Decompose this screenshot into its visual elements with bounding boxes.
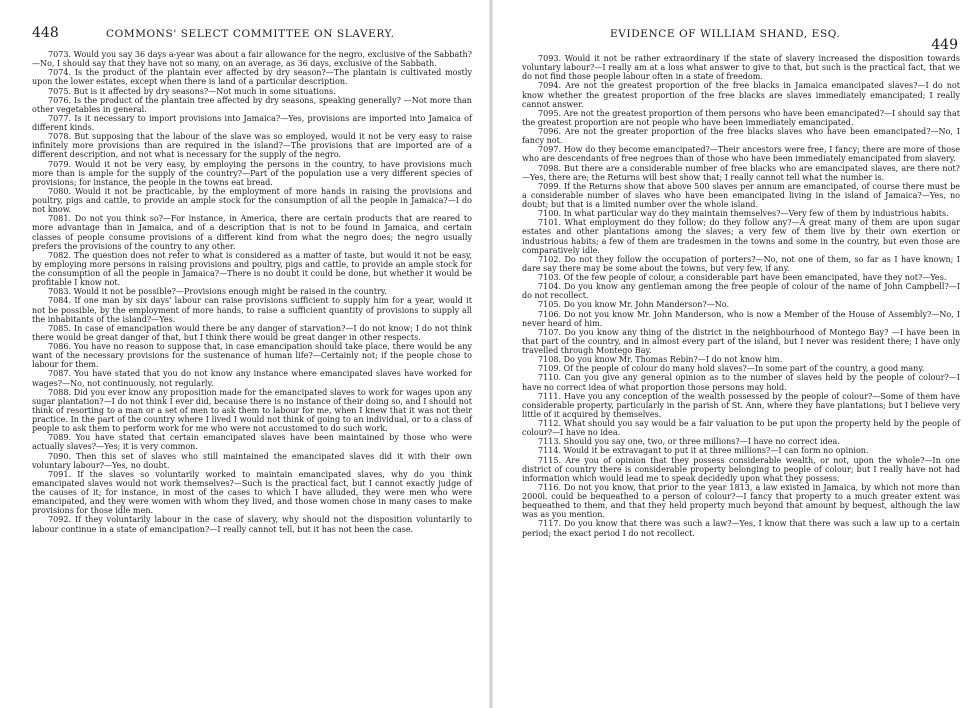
- left-running-head: COMMONS' SELECT COMMITTEE ON SLAVERY.: [106, 28, 395, 40]
- question-7082: 7082. The question does not refer to what is considered as a matter of taste, but would it not be easy, by employing more persons in raising provisions and poultry, pigs and cattle, to provide an ample stock for the consumption of all the people in Jamaica?—There is no doubt it could be done, but whether it would be profitable I know not.: [32, 250, 472, 288]
- question-7075: 7075. But is it affected by dry seasons?—Not much in some situations.: [48, 86, 336, 96]
- right-page-number: 449: [931, 37, 958, 53]
- right-page-body: [522, 54, 960, 538]
- question-7090: 7090. Then this set of slaves who still maintained the emancipated slaves did it with their own voluntary labour?—Yes, no doubt.: [32, 451, 472, 470]
- question-7086: 7086. You have no reason to suppose that, in case emancipation should take place, there would be any want of the necessary provisions for the sustenance of human life?—Certainly not; if the people chose to labour for them.: [32, 342, 472, 370]
- book-gutter: [489, 0, 493, 708]
- question-7106: 7106. Do not you know Mr. John Manderson, who is now a Member of the House of Assembly?—No, I never heard of him.: [522, 309, 960, 328]
- question-7077: 7077. Is it necessary to import provisions into Jamaica?—Yes, provisions are imported into Jamaica of different kinds.: [32, 113, 472, 132]
- question-7092: 7092. If they voluntarily labour in the case of slavery, why should not the disposition voluntarily to labour continue in a state of emancipation?—I really cannot tell, but it has not been the case.: [32, 515, 472, 534]
- question-7089: 7089. You have stated that certain emancipated slaves have been maintained by those who were actually slaves?—Yes; it is very common.: [32, 433, 472, 452]
- question-7103: 7103. Of the few people of colour, a considerable part have been emancipated, have they not?—Yes.: [538, 273, 947, 282]
- question-7111: 7111. Have you any conception of the wealth possessed by the people of colour?—Some of them have considerable property, particularly in the parish of St. Ann, where they have plantations; but I believe very little of it acquired by themselves.: [522, 391, 960, 419]
- question-7102: 7102. Do not they follow the occupation of porters?—No, not one of them, so far as I have known; I dare say there may be some about the towns, but very few, if any.: [522, 254, 960, 273]
- question-7114: 7114. Would it be extravagant to put it at three millions?—I can form no opinion.: [538, 446, 869, 456]
- question-7079: 7079. Would it not be very easy, by employing the persons in the country, to have provisions much more than is ample for the supply of the country?—Part of the population use a very different species of provisions; for instance, the people in the towns eat bread.: [32, 159, 472, 187]
- question-7088: 7088. Did you ever know any proposition made for the emancipated slaves to work for wages upon any sugar plantation?—I do not think I ever did, because there is no instance of their doing so, and I should not think of resorting to a man or a set of men to ask them to labour for me, when I knew that it was not their practice. In the part of the country where I lived I would not think of going to an individual, or to a class of people to ask them to perform work for me who were not accustomed to do such work.: [32, 387, 472, 434]
- right-page: [494, 0, 980, 708]
- question-7078: 7078. But supposing that the labour of the slave was so employed, would it not be very easy to raise infinitely more provisions than are required in the island?—The provisions that are imported are of a different description, and not what is necessary for the supply of the negro.: [32, 132, 472, 160]
- question-7085: 7085. In case of emancipation would there be any danger of starvation?—I do not know; I do not think there would be great danger of that, but I think there would be great danger in other respects.: [32, 323, 472, 342]
- question-7108: 7108. Do you know Mr. Thomas Rebin?—I do not know him.: [538, 355, 783, 365]
- question-7081: 7081. Do not you think so?—For instance, in America, there are certain products that are reared to more advantage than in Jamaica, and of a description that is not to be found in Jamaica, and certain classes of people consume provisions of a different kind from what the negro does; the negro usually prefers the provisions of the country to any other.: [32, 214, 472, 251]
- right-running-head: EVIDENCE OF WILLIAM SHAND, ESQ.: [610, 28, 841, 40]
- left-page-header: [32, 25, 464, 44]
- question-7115: 7115. Are you of opinion that they possess considerable wealth, or not, upon the whole?—In one district of country there is considerable property belonging to people of colour; but I really have not had information which would lead me to speak decidedly upon what they possess.: [522, 455, 960, 483]
- question-7109: 7109. Of the people of colour do many hold slaves?—In some part of the country, a good many.: [538, 364, 925, 374]
- question-7083: 7083. Would it not be possible?—Provisions enough might be raised in the country.: [48, 287, 387, 297]
- question-7113: 7113. Should you say one, two, or three millions?—I have no correct idea.: [538, 437, 840, 447]
- question-7116: 7116. Do not you know, that prior to the year 1813, a law existed in Jamaica, by which not more than 2000l. could be bequeathed to a person of colour?—I fancy that property to a much greater extent was bequeathed to them, and that they held property much beyond that amount by bequest, although the law was as you mention.: [522, 482, 960, 520]
- question-7087: 7087. You have stated that you do not know any instance where emancipated slaves have worked for wages?—No, not continuously, not regularly.: [32, 369, 472, 388]
- question-7076: 7076. Is the product of the plantain tree affected by dry seasons, speaking generally? —Not more than other vegetables in general.: [32, 95, 472, 114]
- question-7101: 7101. What employment do they follow; do they follow any?—A great many of them are upon sugar estates and other plantations among the slaves; a very few of them live by their own exertion or industrious habits; a few of them are tradesmen in the towns and some in the country, but even those are comparatively idle.: [522, 218, 960, 255]
- left-page-body: [32, 50, 472, 534]
- question-7117: 7117. Do you know that there was such a law?—Yes, I know that there was such a law up to a certain period; the exact period I do not recollect.: [522, 519, 960, 538]
- question-7097: 7097. How do they become emancipated?—Their ancestors were free, I fancy; there are more of those who are descendants of free negroes than of those who have been immediately emancipated from slavery.: [522, 145, 960, 164]
- question-7107: 7107. Do you know any thing of the district in the neighbourhood of Montego Bay? —I have been in that part of the country, and in almost every part of the island, but I never was resident there; I have only travelled through Montego Bay.: [522, 327, 960, 355]
- question-7091: 7091. If the slaves so voluntarily worked to maintain emancipated slaves, why do you think emancipated slaves would not work themselves?—Such is the practical fact, but I cannot exactly judge of the causes of it; for instance, in most of the cases to which I have alluded, they were men who were emancipated, and they were women with whom they lived, and those women chose in many cases to make provisions for those idle men.: [32, 469, 472, 516]
- question-7110: 7110. Can you give any general opinion as to the number of slaves held by the people of colour?—I have no correct idea of what proportion those persons may hold.: [522, 373, 960, 392]
- question-7104: 7104. Do you know any gentleman among the free people of colour of the name of John Campbell?—I do not recollect.: [522, 282, 960, 301]
- right-page-header: [522, 28, 958, 53]
- question-7074: 7074. Is the product of the plantain ever affected by dry season?—The plantain is cultivated mostly upon the lower estates, except when there is land of a particular description.: [32, 68, 472, 87]
- question-7112: 7112. What should you say would be a fair valuation to be put upon the property held by the people of colour?—I have no idea.: [522, 419, 960, 438]
- question-7080: 7080. Would it not be practicable, by the employment of more hands in raising the provisions and poultry, pigs and cattle, to provide an ample stock for the consumption of all the people in Jamaica?—I do not know.: [32, 186, 472, 215]
- question-7100: 7100. In what particular way do they maintain themselves?—Very few of them by industrious habits.: [538, 209, 949, 219]
- question-7093: 7093. Would it not be rather extraordinary if the state of slavery increased the disposition towards voluntary labour?—I really am at a loss what answer to give to that, but such is the practical fact, that we do not find those people labour often in a state of freedom.: [522, 54, 960, 82]
- question-7095: 7095. Are not the greatest proportion of them persons who have been emancipated?—I should say that the greatest proportion are not people who have been immediately emancipated.: [522, 108, 960, 127]
- left-page-number: 448: [32, 25, 59, 41]
- question-7084: 7084. If one man by six days' labour can raise provisions sufficient to supply him for a year, would it not be possible, by the employment of more hands, to raise a sufficient quantity of provisions to supply all the inhabitants of the island?—Yes.: [32, 296, 472, 324]
- question-7073: 7073. Would you say 36 days a-year was about a fair allowance for the negro, exclusive of the Sabbath?—No, I should say that they have not so many, on an average, as 36 days, exclusive of the Sabbath.: [32, 50, 472, 69]
- question-7099: 7099. If the Returns show that above 500 slaves per annum are emancipated, of course there must be a considerable number of slaves who have been emancipated living in the island of Jamaica?—Yes, no doubt; but that is a limited number over the whole island.: [522, 181, 960, 209]
- question-7096: 7096. Are not the greater proportion of the free blacks slaves who have been emancipated?—No, I fancy not.: [522, 127, 960, 146]
- question-7098: 7098. But there are a considerable number of free blacks who are emancipated slaves, are there not?—Yes, there are; the Returns will best show that; I really cannot tell what the number is.: [522, 163, 960, 182]
- question-7094: 7094. Are not the greatest proportion of the free blacks in Jamaica emancipated slaves?—I do not know whether the greatest proportion of the free blacks are slaves immediately emancipated; I really cannot answer.: [522, 81, 960, 109]
- question-7105: 7105. Do you know Mr. John Manderson?—No.: [538, 300, 730, 310]
